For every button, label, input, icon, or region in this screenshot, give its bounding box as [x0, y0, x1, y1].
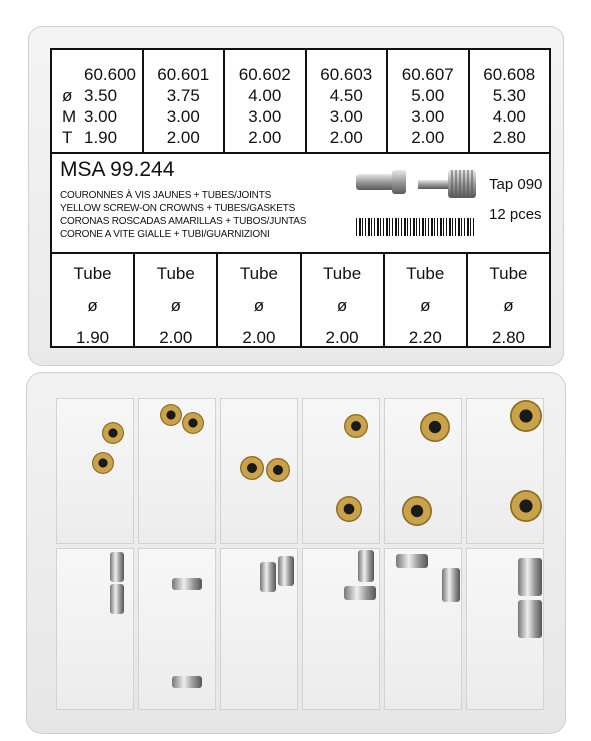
diameter-value: 4.50	[329, 86, 363, 105]
t-value: 2.00	[329, 128, 363, 147]
m-value: 3.00	[84, 107, 118, 126]
diameter-value: 5.30	[492, 86, 526, 105]
t-value: 1.90	[84, 128, 118, 147]
ref-number: 60.603	[320, 65, 373, 84]
diameter-value: 3.50	[84, 86, 118, 105]
product-title: MSA 99.244	[60, 158, 175, 181]
barcode	[356, 218, 476, 236]
crown-part	[182, 412, 204, 434]
t-value: 2.00	[411, 128, 445, 147]
t-value: 2.00	[248, 128, 282, 147]
m-value: 4.00	[492, 107, 526, 126]
ref-number: 60.607	[401, 65, 454, 84]
diameter-symbol: ø	[336, 296, 348, 315]
pieces-label: 12 pces	[489, 206, 542, 223]
crown-part	[510, 490, 542, 522]
tube-label: Tube	[156, 264, 195, 283]
tube-label: Tube	[489, 264, 528, 283]
tube-part	[278, 556, 294, 586]
tube-part	[344, 586, 376, 600]
tube-label: Tube	[73, 264, 112, 283]
product-label	[50, 48, 551, 348]
tube-part	[172, 578, 202, 590]
crown-part	[510, 400, 542, 432]
ref-cell	[144, 50, 226, 152]
diameter-value: 3.75	[166, 86, 200, 105]
crown-part	[420, 412, 450, 442]
tube-size: 2.80	[491, 328, 525, 347]
tube-label: Tube	[406, 264, 445, 283]
diameter-label: ø	[62, 86, 73, 105]
product-description	[60, 189, 306, 241]
tube-part	[110, 552, 124, 582]
parts-tray	[26, 372, 566, 734]
t-value: 2.00	[166, 128, 200, 147]
tube-row	[52, 252, 549, 346]
tube-cell	[385, 252, 468, 346]
t-label: T	[62, 128, 73, 147]
tube-size: 2.00	[242, 328, 276, 347]
tube-part	[358, 550, 374, 582]
tube-part	[518, 558, 542, 596]
diameter-symbol: ø	[420, 296, 431, 315]
tap-label: Tap 090	[489, 176, 543, 193]
crown-part	[92, 452, 114, 474]
tube-size: 1.90	[76, 328, 110, 347]
ref-number: 60.600	[84, 65, 136, 84]
m-label: M	[62, 107, 77, 126]
tube-cell	[302, 252, 385, 346]
crown-part	[402, 496, 432, 526]
tube-part	[442, 568, 460, 602]
tube-part	[172, 676, 202, 688]
m-value: 3.00	[166, 107, 200, 126]
ref-cell	[388, 50, 470, 152]
tube-label: Tube	[323, 264, 362, 283]
crown-part	[240, 456, 264, 480]
tube-part	[396, 554, 428, 568]
description-line: YELLOW SCREW-ON CROWNS + TUBES/GASKETS	[60, 203, 296, 214]
m-value: 3.00	[248, 107, 282, 126]
ref-number: 60.601	[157, 65, 210, 84]
crown-and-tube-illustration	[356, 162, 481, 210]
tube-size: 2.00	[159, 328, 193, 347]
diameter-symbol: ø	[170, 296, 181, 315]
tube-part	[260, 562, 276, 592]
ref-cell	[225, 50, 307, 152]
tube-cell	[135, 252, 218, 346]
description-line: COURONNES À VIS JAUNES + TUBES/JOINTS	[60, 190, 272, 201]
tube-label: Tube	[239, 264, 278, 283]
diameter-value: 5.00	[411, 86, 445, 105]
tube-cell	[218, 252, 301, 346]
m-value: 3.00	[411, 107, 445, 126]
product-row	[52, 152, 549, 254]
ref-cell	[307, 50, 389, 152]
m-value: 3.00	[329, 107, 363, 126]
crown-part	[160, 404, 182, 426]
ref-number: 60.602	[238, 65, 291, 84]
crown-part	[336, 496, 362, 522]
t-value: 2.80	[492, 128, 526, 147]
tube-part	[518, 600, 542, 638]
diameter-symbol: ø	[503, 296, 514, 315]
reference-row	[52, 50, 549, 154]
tube-cell	[468, 252, 549, 346]
description-line: CORONE A VITE GIALLE + TUBI/GUARNIZIONI	[60, 229, 270, 240]
crown-part	[344, 414, 368, 438]
ref-cell	[52, 50, 144, 152]
diameter-value: 4.00	[248, 86, 282, 105]
ref-cell	[470, 50, 550, 152]
tube-cell	[52, 252, 135, 346]
crown-part	[102, 422, 124, 444]
compartment	[302, 398, 380, 544]
tube-part	[110, 584, 124, 614]
description-line: CORONAS ROSCADAS AMARILLAS + TUBOS/JUNTAS	[60, 216, 307, 227]
tube-size: 2.00	[325, 328, 359, 347]
crown-part	[266, 458, 290, 482]
diameter-symbol: ø	[253, 296, 265, 315]
diameter-symbol: ø	[87, 296, 98, 315]
ref-number: 60.608	[483, 65, 536, 84]
tube-size: 2.20	[408, 328, 442, 347]
